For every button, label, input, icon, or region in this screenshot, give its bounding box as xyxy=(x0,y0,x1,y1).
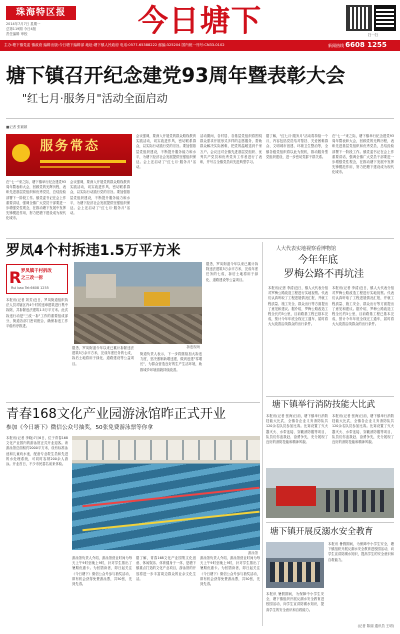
lead-rule xyxy=(6,118,394,119)
excavator-shape xyxy=(144,292,170,306)
lead-col-3: 活动期间，各村居、各基层党组织将围绕群众需求开展形式多样的志愿服务，帮助群众解决实际困难，把党的温暖送到千家万户。会议还对全镇先进基层党组织、优秀共产党员和优秀党务工作者进行了表彰，并号召全镇党员向先进典型学习。 xyxy=(200,134,262,165)
swimming-pool-photo xyxy=(72,436,260,550)
phone-label: 新闻热线 xyxy=(328,43,344,48)
story2-col-3: 据悉，罗凤街道今年以来已累计拆除违法建筑5万余平方米，完成年度任务的七成，拆后土地将用于绿化、道路建设等公益项目。 xyxy=(206,262,258,282)
lead-col-1b: 会议强调，要深入开展党的群众路线教育实践活动，切实改进作风，密切联系群众，以实际行动践行党的宗旨。要加强基层党组织建设，不断提升服务能力和水平，为塘下经济社会发展提供坚强组织保证。会上还启动了"红七月·服务月"活动。 xyxy=(70,180,130,216)
story4-col-2: 本报讯(记者 张海)日前，塘下镇举行消防技能大比武，全镇各企业义务消防队共120余名队员参加比赛。比赛设置了灭火器灭火、水带连接、穿戴消防服等项目，队员们你追我赶、奋勇争先，充分展现了良好的消防技能和精神风貌。 xyxy=(332,414,394,445)
story2-col-2: 街道负责人表示，下一步将继续加大拆违力度，坚决遏制新增违建，做到违建"零增长"，为群众营造良好的生产生活环境，助推城乡环境面貌持续改善。 xyxy=(140,352,202,372)
story4-headline: 塘下镇举行消防技能大比武 xyxy=(272,400,376,410)
banner-stripe-2 xyxy=(40,166,110,168)
lead-col-5: 在"七一"来之际，塘下镇举行纪念建党93周年暨表彰大会，回顾党的光辉历程，表彰先进基层党组织和优秀党员，总结经验部署下一阶段工作。镇党委书记在会上作重要讲话，强调全镇广大党员干部要进一步增强党性观念，在推动塘下发展中发挥先锋模范作用，努力把塘下建设成为现代化城市。 xyxy=(332,134,394,175)
story3-col-4: 游泳馆负责人介绍，游泳馆营业时间为每天上午9时至晚上9时，针对学生推出了暑期优惠卡。为回馈读者，即日起关注《今日塘下》微信公众号参与抽奖活动，即有机会获得免费游泳票，共50张，先到先得。 xyxy=(200,556,260,587)
qr-code-2 xyxy=(374,5,396,31)
promo-col-2: 本报讯(记者 李清)近日，镇人大代表分组对罗梅公路改造工程进行实地视察。代表们认真听取了工程进展情况汇报，并就工程质量、施工安全、群众出行等方面提出了意见和建议。据介绍，罗梅公路改造工程全长约5公里，目前路基工程已基本完成，预计今年年底全线完工通车，届时将大大改善沿线群众的出行条件。 xyxy=(332,286,394,327)
party-banner-image xyxy=(6,134,132,176)
truck-shape xyxy=(276,486,316,506)
paper-logo: 珠海特区报 xyxy=(6,6,76,20)
fire-drill-photo xyxy=(266,468,394,518)
section-rule-2 xyxy=(6,402,260,403)
story2-note-title: 罗凤镇千村拆改 xyxy=(21,269,52,274)
people-shape xyxy=(326,490,386,512)
story5-col-1: 本报讯 暑假期间，为保障中小学生安全，塘下镇组织开展反溺水安全教育进校园活动，向学生宣讲防溺水知识，提高学生的安全意识和自救能力。 xyxy=(328,542,394,562)
promo-headline: 今年年底 xyxy=(298,255,338,266)
barcode-note: 扫一扫 xyxy=(367,33,379,37)
rubble-shape xyxy=(74,314,202,344)
lead-byline: ■记者 张颖颖 xyxy=(6,125,28,129)
story3-subhead: 参加《今日塘下》微信公众号抽奖，50张免费游泳票等你拿 xyxy=(6,425,153,431)
lead-subhead: "红七月·服务月"活动全面启动 xyxy=(22,92,168,105)
column-divider xyxy=(262,242,263,626)
story5-col-2: 本报讯 暑假期间，为保障中小学生安全，塘下镇组织开展反溺水安全教育进校园活动，向学生宣讲防溺水知识，提高学生的安全意识和自救能力。 xyxy=(266,592,324,612)
story2-note-label: Rui bao Tel:6608 1255 xyxy=(11,286,49,290)
story3-headline: 青春168文化产业园游泳馆昨正式开业 xyxy=(6,407,226,422)
section-rule-4 xyxy=(266,522,394,523)
promo-title: 人大代表实地视察看博物馆 xyxy=(276,246,337,252)
story2-note-sub: 之三改一拆 xyxy=(21,276,43,281)
story4-col-1: 本报讯(记者 张海)日前，塘下镇举行消防技能大比武，全镇各企业义务消防队共120余名队员参加比赛。比赛设置了灭火器灭火、水带连接、穿戴消防服等项目，队员们你追我赶、奋勇争先，充分展现了良好的消防技能和精神风貌。 xyxy=(266,414,328,445)
party-banner-text: 服务常态 xyxy=(40,139,101,154)
lead-col-2: 会议强调，要深入开展党的群众路线教育实践活动，切实改进作风，密切联系群众，以实际行动践行党的宗旨。要加强基层党组织建设，不断提升服务能力和水平，为塘下经济社会发展提供坚强组织保证。会上还启动了"红七月·服务月"活动。 xyxy=(136,134,196,170)
date-line: 2014年7月7日 星期一 xyxy=(6,22,41,26)
story3-caption: 游泳馆 xyxy=(247,551,258,555)
story2-note-letter: R xyxy=(9,268,22,287)
lead-headline: 塘下镇召开纪念建党93周年暨表彰大会 xyxy=(6,64,346,87)
story2-note-box xyxy=(6,264,68,294)
story2-col-1: 本报讯(记者 刘芳)近日，罗凤街道组织执法人员对辖区内4个村的违章建筑进行集中拆除，共拆除违法建筑1.5万平方米。此次拆违行动是"三改一拆"工作的重要组成部分，街道各部门密切配合，确保拆违工作平稳有序推进。 xyxy=(6,298,68,329)
banner-stripe xyxy=(40,160,126,163)
section-rule-3 xyxy=(266,396,394,397)
promo-col-1: 本报讯(记者 李清)近日，镇人大代表分组对罗梅公路改造工程进行实地视察。代表们认真听取了工程进展情况汇报，并就工程质量、施工安全、群众出行等方面提出了意见和建议。据介绍，罗梅公路改造工程全长约5公里，目前路基工程已基本完成，预计今年年底全线完工通车，届时将大大改善沿线群众的出行条件。 xyxy=(268,286,328,327)
promo-subhead: 罗梅公路不再坑洼 xyxy=(284,269,364,280)
safety-class-photo xyxy=(266,542,324,588)
qr-code xyxy=(346,5,372,31)
story2-col-1b: 据悉，罗凤街道今年以来已累计拆除违法建筑5万余平方米，完成年度任务的七成，拆后土地将用于绿化、道路建设等公益项目。 xyxy=(72,346,134,366)
students-shape xyxy=(270,562,320,582)
story3-col-1: 本报讯(记者 李晓)7月6日，位于青春168文化产业园内的游泳馆正式开业迎客。该游泳馆总面积约2000平方米，设有标准泳池和儿童戏水池，配备专业救生员和先进的水处理系统，可同时容纳200余人游泳。开业首日，不少市民慕名前来体验。 xyxy=(6,436,68,467)
nav-bar-text: 主办:塘下镇党委 镇政府 编辑出版:今日塘下编辑部 地址:塘下镇人民政府 电话:0577-65388222 邮编:325204 国内统一刊号:CN33-0102 xyxy=(4,43,225,47)
page-title: 今日塘下 xyxy=(138,4,262,39)
building-shape xyxy=(86,274,116,298)
story2-headline: 罗凤4个村拆违1.5万平方米 xyxy=(6,243,181,259)
story3-col-2: 游泳馆负责人介绍，游泳馆营业时间为每天上午9时至晚上9时，针对学生推出了暑期优惠卡。为回馈读者，即日起关注《今日塘下》微信公众号参与抽奖活动，即有机会获得免费游泳票，共50张，先到先得。 xyxy=(72,556,132,587)
phone-block xyxy=(328,41,398,50)
phone-number: 6608 1255 xyxy=(345,41,387,49)
lead-col-1: 在"七一"来之际，塘下镇举行纪念建党93周年暨表彰大会，回顾党的光辉历程，表彰先进基层党组织和优秀党员，总结经验部署下一阶段工作。镇党委书记在会上作重要讲话，强调全镇广大党员干部要进一步增强党性观念，在推动塘下发展中发挥先锋模范作用，努力把塘下建设成为现代化城市。 xyxy=(6,180,66,221)
lead-col-4: 据了解，"红七月·服务月"活动将持续一个月，内容包括党员结对帮扶、关爱困难群众、文明城市创建、环境卫生整治等，全镇各级党组织将以此为契机，推动服务型党组织建设，进一步密切党群干群关系。 xyxy=(266,134,328,159)
demolition-photo xyxy=(74,262,202,344)
pool-lanes xyxy=(72,464,260,550)
story5-credit: (记者 陈丽 通讯员 王明) xyxy=(357,624,394,628)
edition-line: 责任编辑 审校 xyxy=(6,32,28,36)
party-emblem-icon xyxy=(12,144,30,162)
pool-windows xyxy=(72,440,260,460)
story3-col-3: 据了解，青春168文化产业园集文化创意、休闲娱乐、体育健身于一体，是塘下镇重点打造的文化产业项目，游泳馆的开放将进一步丰富周边群众的业余文化生活。 xyxy=(136,556,196,581)
section-rule-1 xyxy=(6,238,394,239)
story2-caption: 拆违现场 xyxy=(186,345,200,349)
issue-line: 总第119期 今日4版 xyxy=(6,27,37,31)
story5-headline: 塘下镇开展反溺水安全教育 xyxy=(270,527,374,537)
